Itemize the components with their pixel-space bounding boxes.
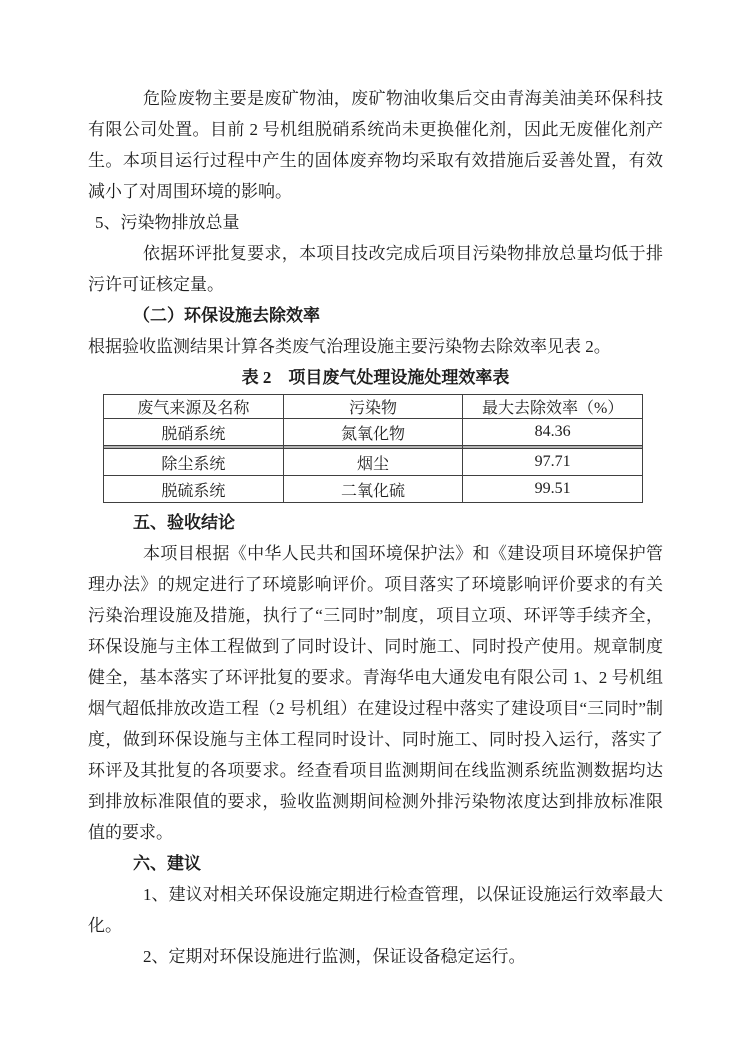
cell-source: 脱硫系统 (104, 476, 284, 503)
cell-efficiency: 99.51 (463, 476, 643, 503)
table-header-efficiency: 最大去除效率（%） (463, 395, 643, 419)
table-row-dedusting (104, 449, 643, 476)
table-header-source: 废气来源及名称 (104, 395, 284, 419)
cell-source: 除尘系统 (104, 449, 284, 476)
cell-source: 脱硝系统 (104, 419, 284, 446)
cell-efficiency: 84.36 (463, 419, 643, 446)
cell-pollutant: 二氧化硫 (283, 476, 463, 503)
heading-conclusion: 五、验收结论 (133, 513, 235, 532)
table-header-row (104, 395, 643, 419)
paragraph-table-intro: 根据验收监测结果计算各类废气治理设施主要污染物去除效率见表 2。 (88, 337, 611, 356)
cell-efficiency: 97.71 (463, 449, 643, 476)
paragraph-hazardous-waste: 危险废物主要是废矿物油，废矿物油收集后交由青海美油美环保科技有限公司处置。目前 2 号机组脱硝系统尚未更换催化剂，因此无废催化剂产生。本项目运行过程中产生的固体废弃物均采取有效措施后妥善处置，有效减小了对周围环境的影响。 (88, 89, 663, 201)
suggestion-item-1: 1、建议对相关环保设施定期进行检查管理，以保证设施运行效率最大化。 (88, 885, 663, 935)
suggestion-item-2: 2、定期对环保设施进行监测，保证设备稳定运行。 (143, 947, 526, 966)
table-caption: 表 2 项目废气处理设施处理效率表 (241, 368, 510, 387)
heading-removal-efficiency: （二）环保设施去除效率 (133, 306, 320, 325)
removal-efficiency-table (103, 394, 643, 503)
table-row-denitration (104, 419, 643, 446)
document-content (88, 83, 663, 972)
heading-suggestion: 六、建议 (133, 854, 201, 873)
paragraph-pollutant-total: 依据环评批复要求，本项目技改完成后项目污染物排放总量均低于排污许可证核定量。 (88, 244, 663, 294)
paragraph-conclusion: 本项目根据《中华人民共和国环境保护法》和《建设项目环境保护管理办法》的规定进行了环境影响评价。项目落实了环境影响评价要求的有关污染治理设施及措施，执行了“三同时”制度，项目立项、环评等手续齐全，环保设施与主体工程做到了同时设计、同时施工、同时投产使用。规章制度健全，基本落实了环评批复的要求。青海华电大通发电有限公司 1、2 号机组烟气超低排放改造工程（2 号机组）在建设过程中落实了建设项目“三同时”制度，做到环保设施与主体工程同时设计、同时施工、同时投入运行，落实了环评及其批复的各项要求。经查看项目监测期间在线监测系统监测数据均达到排放标准限值的要求，验收监测期间检测外排污染物浓度达到排放标准限值的要求。 (88, 544, 663, 842)
cell-pollutant: 氮氧化物 (283, 419, 463, 446)
cell-pollutant: 烟尘 (283, 449, 463, 476)
heading-pollutant-total: 5、污染物排放总量 (95, 213, 240, 232)
table-row-desulfurization (104, 476, 643, 503)
table-header-pollutant: 污染物 (283, 395, 463, 419)
